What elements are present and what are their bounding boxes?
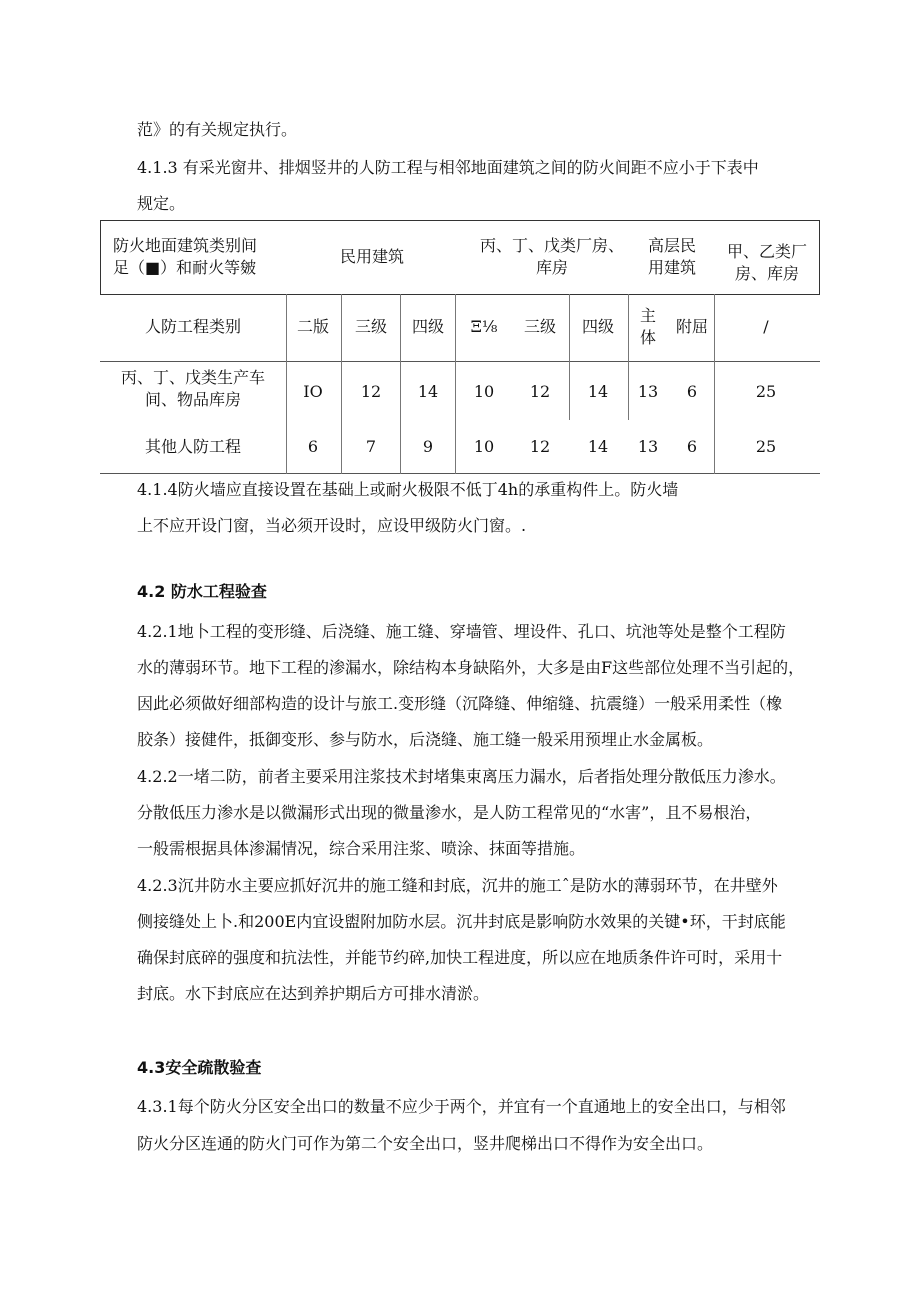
subheader-col: 四级 xyxy=(581,317,615,336)
table-cell: 25 xyxy=(755,382,777,401)
table-cell: 9 xyxy=(422,437,434,456)
table-cell: 12 xyxy=(529,437,551,456)
header-factory: 丙、丁、戊类厂房、 库房 xyxy=(479,236,625,277)
subheader-col: 主 体 xyxy=(639,306,657,347)
paragraph-4-1-3-cont: 规定。 xyxy=(137,194,186,213)
table-cell: 7 xyxy=(365,437,377,456)
table-cell: 14 xyxy=(417,382,439,401)
table-cell: 25 xyxy=(755,437,777,456)
paragraph-4-3-1: 4.3.1每个防火分区安全出口的数量不应少于两个，并宜有一个直通地上的安全出口，与相邻 xyxy=(137,1097,786,1116)
subheader-col: 四级 xyxy=(411,317,445,336)
paragraph-4-2-3: 4.2.3沉井防水主要应抓好沉井的施工缝和封底，沉井的施工ˆ是防水的薄弱环节，在井壁外 xyxy=(137,876,778,895)
paragraph-4-2-1: 因此必须做好细部构造的设计与旅工.变形缝（沉降缝、伸缩缝、抗震缝）一般采用柔性（橡 xyxy=(137,694,783,713)
table-cell: 14 xyxy=(587,382,609,401)
paragraph-4-2-3: 封底。水下封底应在达到养护期后方可排水清淤。 xyxy=(137,984,490,1003)
paragraph-4-1-4: 4.1.4防火墙应直接设置在基础上或耐火极限不低丁4h的承重构件上。防火墙 xyxy=(137,480,679,499)
section-heading-4-3: 4.3安全疏散验查 xyxy=(137,1058,262,1077)
table-cell: 12 xyxy=(529,382,551,401)
section-heading-4-2: 4.2 防水工程验查 xyxy=(137,582,267,601)
subheader-col: 三级 xyxy=(354,317,388,336)
paragraph-4-1-3: 4.1.3 有采光窗井、排烟竖井的人防工程与相邻地面建筑之间的防火间距不应小于下表中 xyxy=(137,158,759,177)
row-label: 其他人防工程 xyxy=(144,437,242,456)
header-class-ab: 甲、乙类厂 房、库房 xyxy=(726,242,808,283)
paragraph-4-3-1: 防火分区连通的防火门可作为第二个安全出口，竖井爬梯出口不得作为安全出口。 xyxy=(137,1134,714,1153)
subheader-col: Ξ⅛ xyxy=(470,317,498,336)
corner-header: 防火地面建筑类别间 足（■）和耐火等皴 xyxy=(112,236,258,277)
paragraph-4-2-3: 确保封底碎的强度和抗法性，并能节约碎,加快工程进度，所以应在地质条件许可时，采用十 xyxy=(137,948,783,967)
subheader-col: / xyxy=(763,317,769,336)
table-cell: 13 xyxy=(637,437,659,456)
paragraph-4-2-3: 侧接缝处上卜.和200E内宜设盥附加防水层。沉井封底是影响防水效果的关键•环，干封底能 xyxy=(137,912,786,931)
table-cell: 14 xyxy=(587,437,609,456)
subheader-col: 附屈 xyxy=(675,317,709,336)
subheader-col: 三级 xyxy=(523,317,557,336)
table-cell: 10 xyxy=(473,437,495,456)
table-cell: 6 xyxy=(686,382,698,401)
table-cell: 6 xyxy=(307,437,319,456)
paragraph-text: 范》的有关规定执行。 xyxy=(137,120,298,139)
table-cell: 12 xyxy=(360,382,382,401)
paragraph-4-1-4-cont: 上不应开设门窗，当必须开设时，应设甲级防火门窗。. xyxy=(137,516,527,535)
paragraph-4-2-1: 胶条）接健件，抵御变形、参与防水，后浇缝、施工缝一般采用预埋止水金属板。 xyxy=(137,730,714,749)
paragraph-4-2-1: 4.2.1地卜工程的变形缝、后浇缝、施工缝、穿墙管、埋设件、孔口、坑池等处是整个工程防 xyxy=(137,622,786,641)
paragraph-4-2-1: 水的薄弱环节。地下工程的渗漏水，除结构本身缺陷外，大多是由F这些部位处理不当引起的， xyxy=(137,658,805,677)
table-cell: 6 xyxy=(686,437,698,456)
paragraph-4-2-2: 一般需根据具体渗漏情况，综合采用注浆、喷涂、抹面等措施。 xyxy=(137,839,586,858)
fire-distance-table xyxy=(100,220,820,474)
table-cell: 10 xyxy=(473,382,495,401)
table-cell: 13 xyxy=(637,382,659,401)
subheader-col: 二版 xyxy=(296,317,330,336)
row-label: 丙、丁、戊类生产车 间、物品库房 xyxy=(120,368,266,409)
paragraph-4-2-2: 4.2.2一堵二防，前者主要采用注浆技术封堵集束离压力漏水，后者指处理分散低压力渗水。 xyxy=(137,767,786,786)
header-civil: 民用建筑 xyxy=(339,247,405,266)
header-highrise: 高层民 用建筑 xyxy=(647,236,697,277)
paragraph-4-2-2: 分散低压力渗水是以微漏形式出现的微量渗水，是人防工程常见的“水害”，且不易根治， xyxy=(137,803,762,822)
table-cell: IO xyxy=(303,382,323,401)
subheader-label: 人防工程类别 xyxy=(144,317,242,336)
